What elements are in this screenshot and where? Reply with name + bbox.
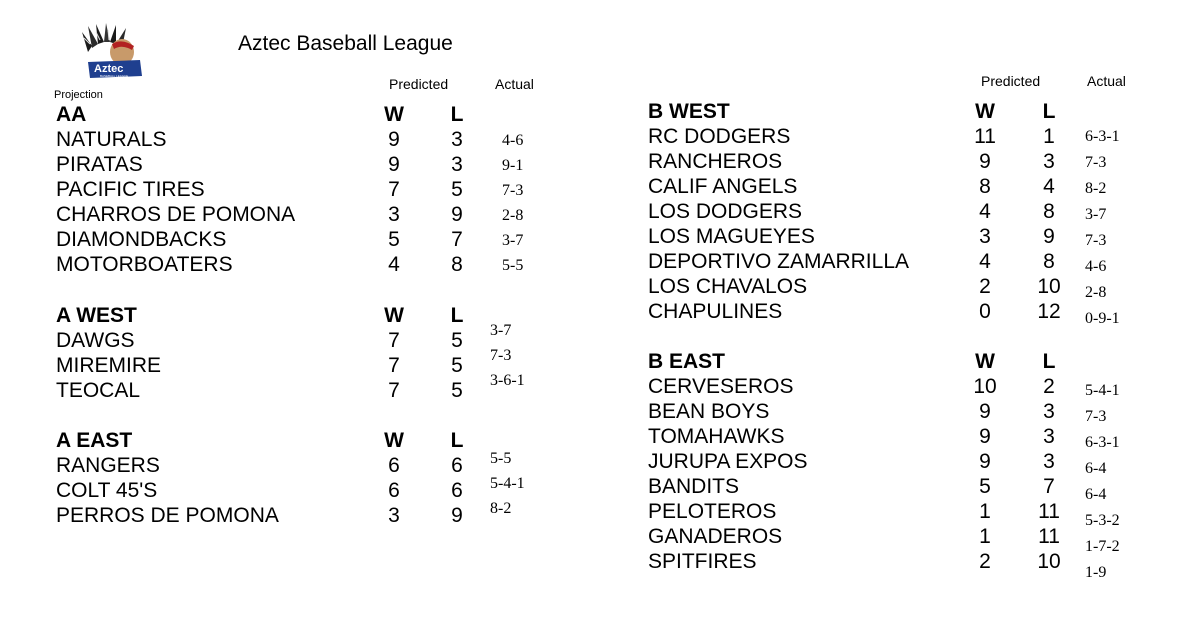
predicted-wins: 7 xyxy=(388,379,400,402)
predicted-losses: 9 xyxy=(451,504,463,527)
team-name: BANDITS xyxy=(648,475,740,498)
actual-record: 2-8 xyxy=(1085,284,1107,301)
predicted-wins: 4 xyxy=(979,250,991,273)
predicted-losses: 10 xyxy=(1037,275,1061,298)
losses-header: L xyxy=(450,304,464,327)
actual-record: 5-4-1 xyxy=(1085,382,1120,399)
team-name: TEOCAL xyxy=(56,379,141,402)
division-header: B EAST xyxy=(648,350,726,373)
team-name: RANGERS xyxy=(56,454,160,477)
predicted-losses: 8 xyxy=(451,253,463,276)
predicted-wins: 3 xyxy=(388,504,400,527)
team-name: LOS DODGERS xyxy=(648,200,803,223)
predicted-losses: 5 xyxy=(451,354,463,377)
predicted-losses: 11 xyxy=(1038,525,1060,548)
predicted-wins: 7 xyxy=(388,329,400,352)
losses-header: L xyxy=(1042,100,1056,123)
team-name: MOTORBOATERS xyxy=(56,253,233,276)
predicted-losses: 5 xyxy=(451,379,463,402)
predicted-wins: 7 xyxy=(388,354,400,377)
predicted-losses: 1 xyxy=(1043,125,1055,148)
predicted-losses: 9 xyxy=(1043,225,1055,248)
losses-header: L xyxy=(450,103,464,126)
actual-record: 7-3 xyxy=(1085,232,1107,249)
predicted-wins: 0 xyxy=(979,300,991,323)
league-logo xyxy=(78,22,148,80)
predicted-losses: 3 xyxy=(1043,425,1055,448)
predicted-losses: 8 xyxy=(1043,250,1055,273)
wins-header: W xyxy=(384,429,404,452)
predicted-wins: 10 xyxy=(973,375,997,398)
actual-record: 6-4 xyxy=(1085,460,1107,477)
predicted-wins: 6 xyxy=(388,479,400,502)
team-name: LOS CHAVALOS xyxy=(648,275,808,298)
wins-header: W xyxy=(975,350,995,373)
team-name: LOS MAGUEYES xyxy=(648,225,815,248)
team-name: PELOTEROS xyxy=(648,500,777,523)
predicted-wins: 5 xyxy=(388,228,400,251)
predicted-wins: 9 xyxy=(388,128,400,151)
team-name: PACIFIC TIRES xyxy=(56,178,205,201)
left-actual-header: Actual xyxy=(495,76,534,92)
predicted-losses: 9 xyxy=(451,203,463,226)
predicted-wins: 9 xyxy=(388,153,400,176)
team-name: CALIF ANGELS xyxy=(648,175,798,198)
wins-header: W xyxy=(384,304,404,327)
team-name: CHARROS DE POMONA xyxy=(56,203,296,226)
predicted-losses: 11 xyxy=(1038,500,1060,523)
predicted-wins: 9 xyxy=(979,400,991,423)
svg-text:Aztec: Aztec xyxy=(94,63,124,75)
team-name: TOMAHAWKS xyxy=(648,425,785,448)
predicted-losses: 7 xyxy=(451,228,463,251)
team-name: PERROS DE POMONA xyxy=(56,504,279,527)
actual-record: 6-3-1 xyxy=(1085,434,1120,451)
predicted-wins: 4 xyxy=(388,253,400,276)
actual-record: 6-4 xyxy=(1085,486,1107,503)
predicted-losses: 3 xyxy=(1043,400,1055,423)
predicted-wins: 1 xyxy=(979,525,991,548)
predicted-losses: 2 xyxy=(1043,375,1055,398)
actual-record: 6-3-1 xyxy=(1085,128,1120,145)
team-name: GANADEROS xyxy=(648,525,783,548)
team-name: PIRATAS xyxy=(56,153,143,176)
team-name: CHAPULINES xyxy=(648,300,783,323)
predicted-losses: 6 xyxy=(451,454,463,477)
actual-record: 7-3 xyxy=(1085,408,1107,425)
predicted-losses: 4 xyxy=(1043,175,1055,198)
wins-header: W xyxy=(384,103,404,126)
left-predicted-header: Predicted xyxy=(389,76,449,92)
team-name: DEPORTIVO ZAMARRILLA xyxy=(648,250,910,273)
predicted-wins: 7 xyxy=(388,178,400,201)
team-name: BEAN BOYS xyxy=(648,400,770,423)
predicted-wins: 2 xyxy=(979,550,991,573)
predicted-wins: 5 xyxy=(979,475,991,498)
predicted-losses: 5 xyxy=(451,329,463,352)
losses-header: L xyxy=(1042,350,1056,373)
predicted-losses: 5 xyxy=(451,178,463,201)
actual-record: 3-7 xyxy=(1085,206,1107,223)
team-name: DIAMONDBACKS xyxy=(56,228,227,251)
actual-record: 4-6 xyxy=(502,132,524,149)
predicted-wins: 9 xyxy=(979,150,991,173)
actual-record: 7-3 xyxy=(1085,154,1107,171)
division-header: A EAST xyxy=(56,429,133,452)
wins-header: W xyxy=(975,100,995,123)
predicted-wins: 11 xyxy=(974,125,996,148)
predicted-losses: 3 xyxy=(451,128,463,151)
predicted-losses: 12 xyxy=(1037,300,1061,323)
actual-record: 8-2 xyxy=(1085,180,1107,197)
predicted-wins: 9 xyxy=(979,425,991,448)
predicted-losses: 3 xyxy=(1043,150,1055,173)
predicted-wins: 3 xyxy=(979,225,991,248)
aztec-warrior-logo-icon xyxy=(78,22,148,80)
actual-record: 1-9 xyxy=(1085,564,1107,581)
actual-record: 3-7 xyxy=(502,232,524,249)
logo-text: BASEBALL LEAGUE xyxy=(100,74,129,78)
team-name: RANCHEROS xyxy=(648,150,783,173)
actual-record: 7-3 xyxy=(490,347,512,364)
predicted-losses: 10 xyxy=(1037,550,1061,573)
team-name: JURUPA EXPOS xyxy=(648,450,808,473)
predicted-losses: 3 xyxy=(1043,450,1055,473)
actual-record: 5-5 xyxy=(502,257,524,274)
actual-record: 5-4-1 xyxy=(490,475,525,492)
page-title: Aztec Baseball League xyxy=(238,32,453,55)
losses-header: L xyxy=(450,429,464,452)
actual-record: 3-6-1 xyxy=(490,372,525,389)
team-name: SPITFIRES xyxy=(648,550,757,573)
predicted-losses: 8 xyxy=(1043,200,1055,223)
predicted-wins: 6 xyxy=(388,454,400,477)
actual-record: 7-3 xyxy=(502,182,524,199)
team-name: COLT 45'S xyxy=(56,479,158,502)
team-name: CERVESEROS xyxy=(648,375,794,398)
predicted-losses: 3 xyxy=(451,153,463,176)
team-name: RC DODGERS xyxy=(648,125,791,148)
actual-record: 8-2 xyxy=(490,500,512,517)
predicted-losses: 6 xyxy=(451,479,463,502)
projection-label: Projection xyxy=(54,89,103,101)
division-header: A WEST xyxy=(56,304,137,327)
predicted-wins: 4 xyxy=(979,200,991,223)
actual-record: 5-3-2 xyxy=(1085,512,1120,529)
actual-record: 5-5 xyxy=(490,450,512,467)
right-actual-header: Actual xyxy=(1087,73,1126,89)
actual-record: 1-7-2 xyxy=(1085,538,1120,555)
actual-record: 4-6 xyxy=(1085,258,1107,275)
predicted-losses: 7 xyxy=(1043,475,1055,498)
team-name: MIREMIRE xyxy=(56,354,161,377)
predicted-wins: 8 xyxy=(979,175,991,198)
actual-record: 3-7 xyxy=(490,322,512,339)
right-predicted-header: Predicted xyxy=(981,73,1041,89)
team-name: DAWGS xyxy=(56,329,135,352)
division-header: B WEST xyxy=(648,100,730,123)
predicted-wins: 9 xyxy=(979,450,991,473)
predicted-wins: 2 xyxy=(979,275,991,298)
division-header: AA xyxy=(56,103,87,126)
predicted-wins: 1 xyxy=(979,500,991,523)
actual-record: 2-8 xyxy=(502,207,524,224)
team-name: NATURALS xyxy=(56,128,167,151)
predicted-wins: 3 xyxy=(388,203,400,226)
actual-record: 0-9-1 xyxy=(1085,310,1120,327)
actual-record: 9-1 xyxy=(502,157,524,174)
